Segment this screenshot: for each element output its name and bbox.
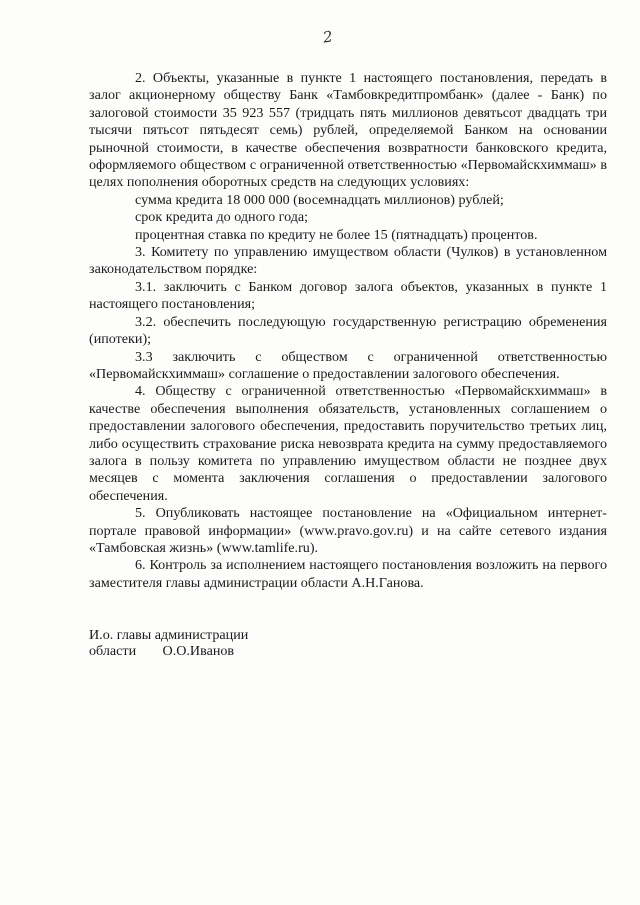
paragraph-4: 4. Обществу с ограниченной ответственностью «Первомайскхиммаш» в качестве обеспечения выполнения обязательств, установленных соглашением о предоставлении залогового обеспечения, предоставить поручительство третьих лиц, либо осуществить страхование риска невозврата кредита на сумму предоставляемого залога в пользу комитета по управлению имуществом области не позднее двух месяцев с момента заключения соглашения о предоставлении залогового обеспечения. bbox=[89, 383, 607, 504]
condition-credit-amount: сумма кредита 18 000 000 (восемнадцать миллионов) рублей; bbox=[135, 191, 504, 208]
signatory-region: области bbox=[89, 643, 137, 659]
paragraph-2: 2. Объекты, указанные в пункте 1 настоящего постановления, передать в залог акционерному обществу Банк «Тамбовкредитпромбанк» (далее - Банк) по залоговой стоимости 35 923 557 (тридцать пять миллионов девятьсот двадцать три тысячи пятьсот пятьдесят семь) рублей, определяемой Банком на основании рыночной стоимости, в качестве обеспечения возвратности банковского кредита, оформляемого обществом с ограниченной ответственностью «Первомайскхиммаш» в целях пополнения оборотных средств на следующих условиях: bbox=[89, 70, 607, 191]
condition-credit-term: срок кредита до одного года; bbox=[135, 209, 309, 226]
document-body bbox=[89, 70, 607, 592]
paragraph-5: 5. Опубликовать настоящее постановление на «Официальном интернет-портале правовой информации» (www.pravo.gov.ru) и на сайте сетевого издания «Тамбовская жизнь» (www.tamlife.ru). bbox=[89, 505, 607, 556]
paragraph-3-3: 3.3 заключить с обществом с ограниченной ответственностью «Первомайскхиммаш» соглашение о предоставлении залогового обеспечения. bbox=[89, 348, 607, 382]
signatory-name: О.О.Иванов bbox=[162, 643, 235, 659]
paragraph-3: 3. Комитету по управлению имуществом области (Чулков) в установленном законодательством порядке: bbox=[89, 244, 607, 278]
paragraph-3-2: 3.2. обеспечить последующую государственную регистрацию обременения (ипотеки); bbox=[89, 313, 607, 348]
paragraph-3-1: 3.1. заключить с Банком договор залога объектов, указанных в пункте 1 настоящего постановления; bbox=[89, 278, 607, 313]
page-number: 2 bbox=[321, 27, 334, 47]
paragraph-6: 6. Контроль за исполнением настоящего постановления возложить на первого заместителя главы администрации области А.Н.Ганова. bbox=[89, 557, 607, 591]
signatory-title: И.о. главы администрации bbox=[89, 627, 249, 643]
condition-interest-rate: процентная ставка по кредиту не более 15 (пятнадцать) процентов. bbox=[135, 226, 538, 243]
signatory-row bbox=[89, 643, 248, 659]
signature-block bbox=[89, 627, 248, 659]
